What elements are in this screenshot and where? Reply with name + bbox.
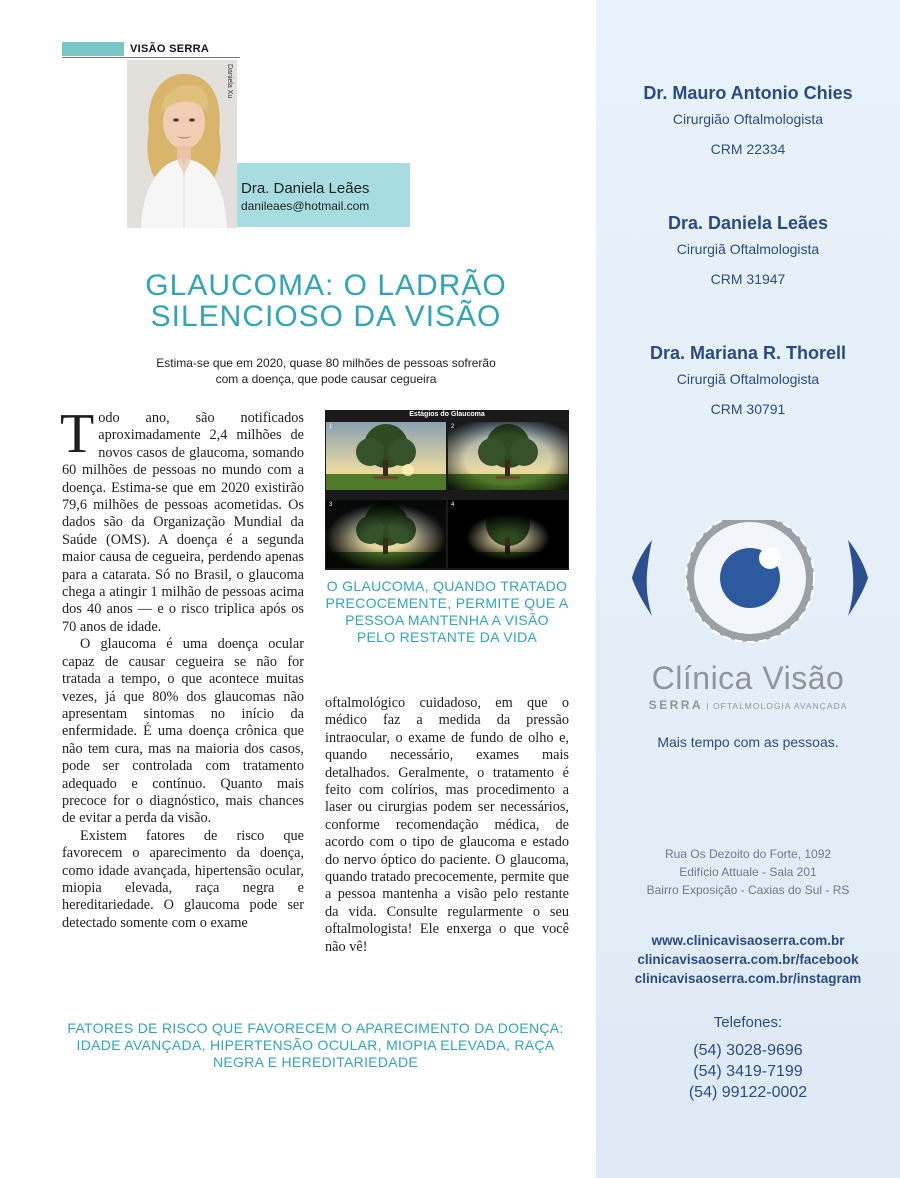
article-column-left [60,403,304,932]
address-line: Rua Os Dezoito do Forte, 1092 [664,847,832,861]
doctor-role: Cirurgiã Oftalmologista [676,371,820,387]
stage-panel-2 [448,422,568,490]
author-name: Dra. Daniela Leães [241,180,370,197]
doctor-role: Cirurgião Oftalmologista [672,111,824,127]
stage-number: 4 [451,502,455,508]
figure-title: Estágios do Glaucoma [409,411,485,418]
article-title-line2: SILENCIOSO DA VISÃO [150,300,502,333]
risk-factors-quote: FATORES DE RISCO QUE FAVORECEM O APARECIMENTO DA DOENÇA: IDADE AVANÇADA, HIPERTENSÃO OCULAR, MIOPIA ELEVADA, RAÇA NEGRA E HEREDITARIEDADE [67,1020,564,1070]
author-portrait [127,60,237,228]
phone-number[interactable]: (54) 3028-9696 [693,1042,803,1059]
clinic-address [596,845,900,899]
website-link[interactable]: www.clinicavisaoserra.com.br [651,933,845,948]
phones-label: Telefones: [713,1014,783,1031]
stage-number: 3 [329,502,333,508]
pull-quote: O GLAUCOMA, QUANDO TRATADO PRECOCEMENTE, PERMITE QUE A PESSOA MANTENHA A VISÃO PELO RESTANTE DA VIDA [325,578,569,645]
article-paragraph-1 [60,403,304,636]
address-line: Bairro Exposição - Caxias do Sul - RS [646,883,850,897]
clinic-links [596,931,900,988]
article-subtitle [62,355,590,387]
address-line: Edifício Attuale - Sala 201 [679,865,817,879]
doctor-crm: CRM 30791 [710,401,786,417]
article-subtitle-line1: Estima-se que em 2020, quase 80 milhões de pessoas sofrerão [156,356,496,370]
section-color-bar [62,42,124,56]
doctor-name: Dra. Daniela Leães [667,213,829,233]
article-title-line1: GLAUCOMA: O LADRÃO [145,269,507,302]
doctor-crm: CRM 31947 [710,271,786,287]
doctor-name: Dr. Mauro Antonio Chies [643,83,853,103]
article-paragraph-3: Existem fatores de risco que favorecem o aparecimento da doença, como idade avançada, hipertensão ocular, miopia elevada, raça negra e hereditariedade. O glaucoma pode ser detectado somente com o exame [62,827,304,931]
article-paragraph-2: O glaucoma é uma doença ocular capaz de causar cegueira se não for tratada a tempo, o que acontece muitas vezes, já que 80% dos glaucomas não apresentam sintomas no início da enfermidade. É uma doença crônica que não tem cura, mas na maioria dos casos, pode ser controlada com tratamento adequado e contínuo. Quanto mais precoce for o diagnóstico, mais chances de evitar a perda da visão. [62,636,304,827]
clinic-specialty: | OFTALMOLOGIA AVANÇADA [706,701,848,711]
doctor-role: Cirurgiã Oftalmologista [676,241,820,257]
section-label: VISÃO SERRA [130,43,210,55]
section-divider [62,57,240,58]
stage-panel-4 [448,500,568,568]
stage-panel-1 [326,422,446,490]
clinic-tagline: Mais tempo com as pessoas. [657,734,839,750]
photo-credit: Daniela Xu [226,64,233,99]
article-column-right [325,695,569,956]
stage-number: 1 [329,424,333,430]
doctor-card-1 [596,82,900,158]
doctor-card-3 [596,342,900,418]
article-title [62,270,590,332]
doctor-card-2 [596,212,900,288]
clinic-subtitle [596,698,900,712]
phone-number[interactable]: (54) 3419-7199 [693,1063,803,1080]
stage-panel-3 [326,500,446,568]
article-subtitle-line2: com a doença, que pode causar cegueira [215,372,437,386]
clinic-serra: SERRA [648,698,704,712]
phone-number[interactable]: (54) 99122-0002 [688,1084,808,1101]
drop-cap: T [60,403,95,465]
doctor-name: Dra. Mariana R. Thorell [649,343,847,363]
article-paragraph-4: oftalmológico cuidadoso, em que o médico faz a medida da pressão intraocular, o exame de fundo de olho e, quando necessário, exames mais detalhados. Geralmente, o tratamento é feito com colírios, mas procedimento a laser ou cirurgias podem ser necessários, conforme recomendação médica, de acordo com o tipo de glaucoma e estado do nervo óptico do paciente. O glaucoma, quando tratado precocemente, permite que a pessoa mantenha a visão pelo restante da vida. Consulte regularmente o seu oftalmologista! Ele enxerga o que você não vê! [325,695,569,955]
phone-list [596,1040,900,1103]
clinic-eye-logo-icon [622,520,878,650]
glaucoma-stages-figure [325,410,569,570]
instagram-link[interactable]: clinicavisaoserra.com.br/instagram [634,971,862,986]
author-email[interactable]: danileaes@hotmail.com [241,199,370,213]
stage-number: 2 [451,424,455,430]
doctor-crm: CRM 22334 [710,141,786,157]
article-paragraph-1-text: odo ano, são notificados aproximadamente 2,4 milhões de novos casos de glaucoma, somando 60 milhões de pessoas no mundo com a doença. Estima-se que em 2020 existirão 79,6 milhões de pessoas acometidas. Os dados são da Organização Mundial da Saúde (OMS). A doença é a segunda maior causa de cegueira, perdendo apenas para a catarata. Só no Brasil, o glaucoma chega a atingir 1 milhão de pessoas acima dos 40 anos — e o risco triplica após os 70 anos de idade. [62,410,304,635]
facebook-link[interactable]: clinicavisaoserra.com.br/facebook [637,952,859,967]
clinic-name: Clínica Visão [651,660,845,696]
